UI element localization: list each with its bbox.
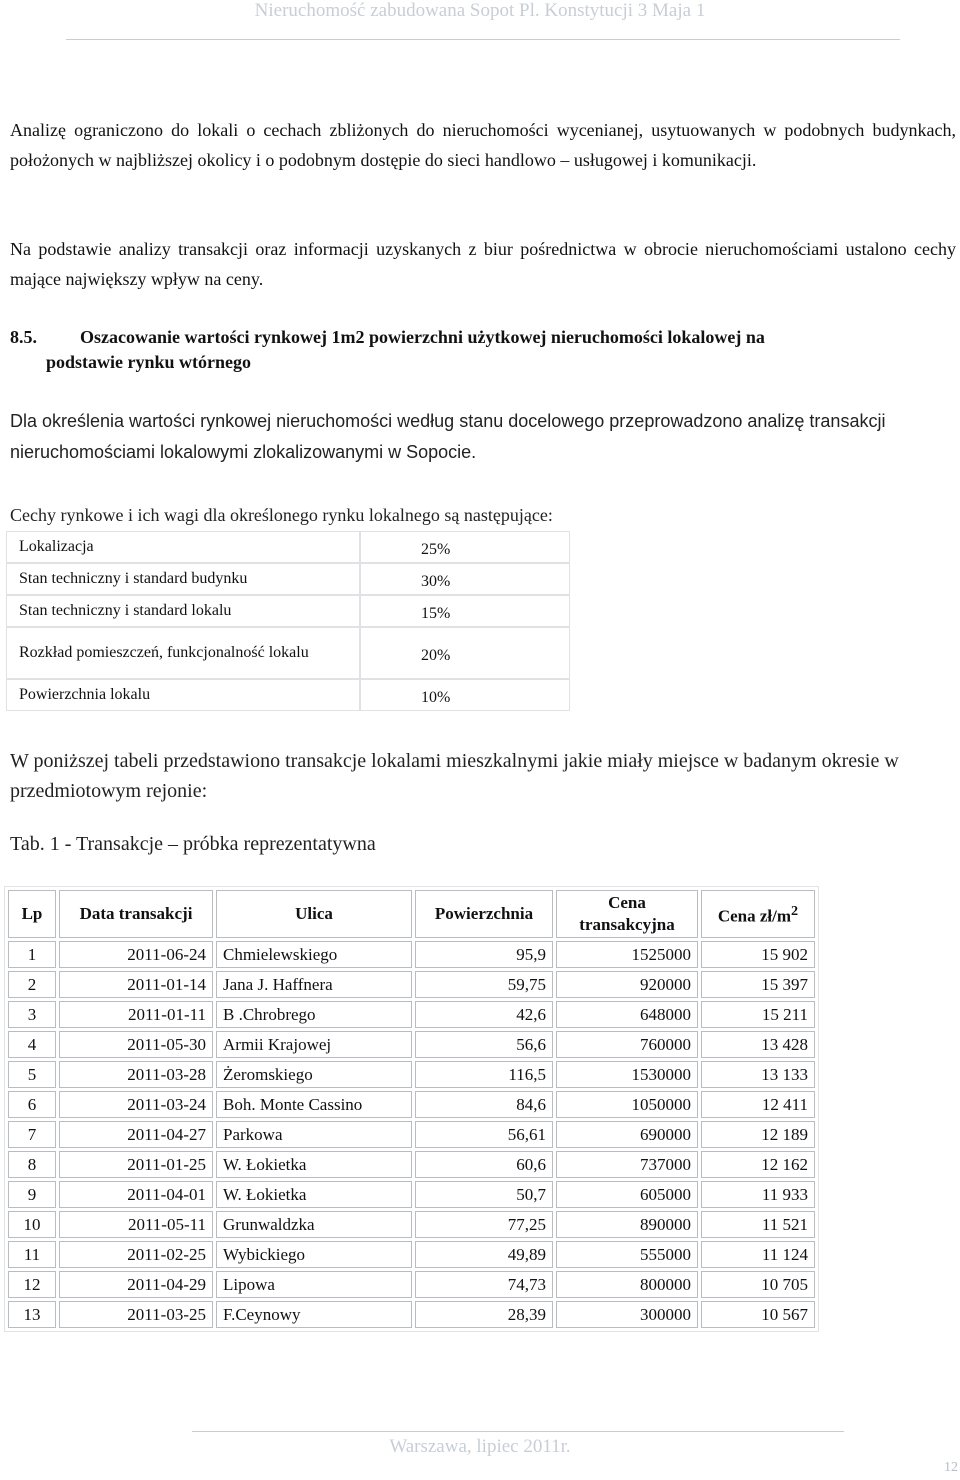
cell-date: 2011-04-29 [59,1271,213,1298]
cell-lp: 1 [8,941,56,968]
cell-unit-price: 10 567 [701,1301,815,1328]
cell-price: 920000 [556,971,698,998]
table-row [8,1121,815,1148]
weight-label: Rozkład pomieszczeń, funkcjonalność lokalu [6,627,360,679]
footer-divider [192,1431,844,1432]
cell-price: 890000 [556,1211,698,1238]
cell-lp: 5 [8,1061,56,1088]
cell-price: 648000 [556,1001,698,1028]
weight-value: 30% [360,563,570,595]
cell-street: Grunwaldzka [216,1211,412,1238]
cell-unit-price: 15 397 [701,971,815,998]
cell-street: Parkowa [216,1121,412,1148]
cell-lp: 2 [8,971,56,998]
cell-area: 60,6 [415,1151,553,1178]
cell-street: Lipowa [216,1271,412,1298]
table-row [8,941,815,968]
cell-date: 2011-05-30 [59,1031,213,1058]
cell-price: 800000 [556,1271,698,1298]
weights-row [6,531,570,563]
table-row [8,1301,815,1328]
cell-street: Jana J. Haffnera [216,971,412,998]
cell-date: 2011-01-25 [59,1151,213,1178]
cell-lp: 11 [8,1241,56,1268]
paragraph-weights-intro: Cechy rynkowe i ich wagi dla określonego rynku lokalnego są następujące: [10,505,553,525]
table-row [8,1031,815,1058]
cell-price: 1530000 [556,1061,698,1088]
table-caption: Tab. 1 - Transakcje – próbka reprezentatywna [10,833,376,855]
cell-area: 116,5 [415,1061,553,1088]
cell-unit-price: 12 162 [701,1151,815,1178]
cell-area: 77,25 [415,1211,553,1238]
section-number: 8.5. [10,327,37,347]
weights-row [6,563,570,595]
weight-label: Stan techniczny i standard budynku [6,563,360,595]
header-unit-price-sup: 2 [791,903,799,920]
weight-label: Stan techniczny i standard lokalu [6,595,360,627]
cell-date: 2011-01-11 [59,1001,213,1028]
cell-lp: 4 [8,1031,56,1058]
cell-price: 737000 [556,1151,698,1178]
cell-area: 59,75 [415,971,553,998]
weights-table [6,531,570,711]
cell-unit-price: 11 124 [701,1241,815,1268]
weights-row [6,627,570,679]
table-row [8,1241,815,1268]
section-title-line-1: Oszacowanie wartości rynkowej 1m2 powierzchni użytkowej nieruchomości lokalowej na [80,327,765,347]
header-price: Cena transakcyjna [556,890,698,938]
cell-lp: 9 [8,1181,56,1208]
cell-lp: 12 [8,1271,56,1298]
cell-date: 2011-02-25 [59,1241,213,1268]
cell-lp: 3 [8,1001,56,1028]
cell-unit-price: 11 521 [701,1211,815,1238]
cell-street: Chmielewskiego [216,941,412,968]
header-unit-price [701,890,815,938]
paragraph-market-features: Na podstawie analizy transakcji oraz informacji uzyskanych z biur pośrednictwa w obrocie nieruchomościami ustalono cechy mające największy wpływ na ceny. [10,239,956,289]
cell-price: 760000 [556,1031,698,1058]
page-header: Nieruchomość zabudowana Sopot Pl. Konstytucji 3 Maja 1 [254,0,706,21]
table-row [8,1211,815,1238]
cell-area: 42,6 [415,1001,553,1028]
header-divider [66,39,900,40]
cell-street: Wybickiego [216,1241,412,1268]
cell-unit-price: 13 428 [701,1031,815,1058]
cell-street: Żeromskiego [216,1061,412,1088]
table-row [8,1001,815,1028]
cell-unit-price: 12 411 [701,1091,815,1118]
cell-area: 49,89 [415,1241,553,1268]
cell-price: 605000 [556,1181,698,1208]
transactions-table [4,886,819,1332]
paragraph-table-intro: W poniższej tabeli przedstawiono transakcje lokalami mieszkalnymi jakie miały miejsce w badanym okresie w przedmiotowym rejonie: [10,750,899,802]
cell-date: 2011-03-24 [59,1091,213,1118]
cell-area: 74,73 [415,1271,553,1298]
header-lp: Lp [8,890,56,938]
cell-price: 1525000 [556,941,698,968]
cell-unit-price: 11 933 [701,1181,815,1208]
cell-area: 28,39 [415,1301,553,1328]
weights-row [6,679,570,711]
cell-area: 95,9 [415,941,553,968]
cell-unit-price: 13 133 [701,1061,815,1088]
cell-price: 1050000 [556,1091,698,1118]
cell-area: 56,61 [415,1121,553,1148]
cell-date: 2011-04-01 [59,1181,213,1208]
header-date: Data transakcji [59,890,213,938]
weight-value: 15% [360,595,570,627]
cell-price: 690000 [556,1121,698,1148]
cell-lp: 10 [8,1211,56,1238]
table-row [8,971,815,998]
cell-unit-price: 15 902 [701,941,815,968]
page-footer: Warszawa, lipiec 2011r. [389,1436,571,1457]
cell-unit-price: 15 211 [701,1001,815,1028]
section-title-line-2: podstawie rynku wtórnego [46,352,252,372]
table-row [8,1181,815,1208]
weight-value: 25% [360,531,570,563]
cell-street: W. Łokietka [216,1151,412,1178]
cell-area: 84,6 [415,1091,553,1118]
cell-street: B .Chrobrego [216,1001,412,1028]
cell-unit-price: 12 189 [701,1121,815,1148]
cell-lp: 6 [8,1091,56,1118]
paragraph-analysis-scope: Analizę ograniczono do lokali o cechach zbliżonych do nieruchomości wycenianej, usytuowanych w podobnych budynkach, położonych w najbliższej okolicy i o podobnym dostępie do sieci handlowo – usługowej i komunikacji. [10,120,956,170]
cell-date: 2011-03-25 [59,1301,213,1328]
weight-value: 10% [360,679,570,711]
transactions-header-row [8,890,815,938]
cell-area: 50,7 [415,1181,553,1208]
cell-street: Armii Krajowej [216,1031,412,1058]
weight-label: Powierzchnia lokalu [6,679,360,711]
table-row [8,1271,815,1298]
header-area: Powierzchnia [415,890,553,938]
cell-date: 2011-04-27 [59,1121,213,1148]
cell-price: 300000 [556,1301,698,1328]
weights-row [6,595,570,627]
cell-price: 555000 [556,1241,698,1268]
table-row [8,1151,815,1178]
table-row [8,1091,815,1118]
cell-unit-price: 10 705 [701,1271,815,1298]
cell-street: W. Łokietka [216,1181,412,1208]
cell-date: 2011-06-24 [59,941,213,968]
cell-street: Boh. Monte Cassino [216,1091,412,1118]
header-unit-price-text: Cena zł/m [717,906,792,926]
page-number: 12 [944,1460,958,1475]
cell-street: F.Ceynowy [216,1301,412,1328]
weight-label: Lokalizacja [6,531,360,563]
weight-value: 20% [360,627,570,679]
section-heading [10,325,950,375]
table-row [8,1061,815,1088]
cell-lp: 7 [8,1121,56,1148]
paragraph-valuation-method: Dla określenia wartości rynkowej nieruchomości według stanu docelowego przeprowadzono analizę transakcji nieruchomościami lokalowymi zlokalizowanymi w Sopocie. [10,411,886,462]
header-street: Ulica [216,890,412,938]
cell-area: 56,6 [415,1031,553,1058]
cell-date: 2011-01-14 [59,971,213,998]
cell-lp: 13 [8,1301,56,1328]
cell-lp: 8 [8,1151,56,1178]
cell-date: 2011-03-28 [59,1061,213,1088]
cell-date: 2011-05-11 [59,1211,213,1238]
